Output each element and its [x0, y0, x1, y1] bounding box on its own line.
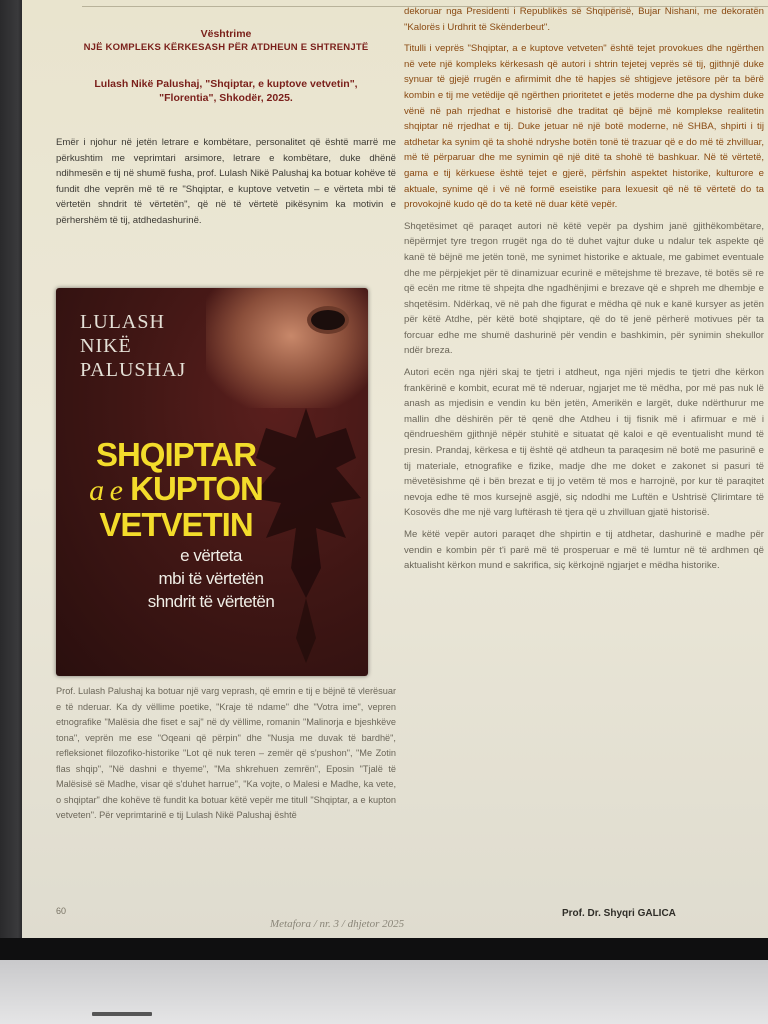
book-cover-image: [56, 288, 368, 676]
cover-title-line2: [66, 472, 286, 508]
left-column: [56, 4, 396, 235]
book-reference-line1: Lulash Nikë Palushaj, "Shqiptar, e kuptove vetvetin",: [94, 78, 358, 90]
next-page-text-peek: [92, 1012, 152, 1016]
screen-bezel: [0, 938, 768, 960]
cover-subtitle-line1: e vërteta: [180, 546, 242, 565]
cover-title-ae: a e: [89, 474, 122, 507]
right-paragraph-5: Me këtë vepër autori paraqet dhe shpirtin e tij atdhetar, dashurinë e madhe për vendin e kombin për t'i parë më të prosperuar e më të lumtur në të ardhmen që aktualisht kërkon mund e sakrifica, siç kërkojnë ngjarjet e mëdha historike.: [404, 529, 764, 572]
intro-paragraph: Emër i njohur në jetën letrare e kombëtare, personalitet që është marrë me përkushtim me veprimtari arsimore, letrare e kombëtare, duke dhënë ndihmesën e tij në shumë fusha, prof. Lulash Nikë Palushaj ka botuar kohëve të fundit dhe veprën më të re "Shqiptar, e kuptove vetvetin – e vërteta mbi të vërtetën shndrit të vërtetën", që në të vërtetë pikësynim ka motivin e përhershëm të tij, atdhedashurinë.: [56, 137, 396, 226]
right-paragraph-2: Titulli i veprës "Shqiptar, a e kuptove vetveten" është tejet provokues dhe ngërthen në vete një kompleks kërkesash që autori i shtrin tejetej veprës së tij, gjithnjë duke synuar të gjejë rrugën e afirmimit dhe të hapjes së shtigjeve jetësore për ta bërë kombin e tij me vetëdije që ngërthen prioritetet e jetës moderne dhe pa dyshim duke vënë në pah rrjedhat e historisë dhe traditat që bëjnë më komplekse realitetin shqiptar në rrjedhat e tij. Duke jetuar në një botë moderne, në SHBA, shpirti i tij atdhetar ka synim që ta shohë ndryshe botën tonë të trazuar që e do më të zhvilluar, më të përparuar dhe me synimin që një ditë ta shohë të bashkuar. Në të vërtetë, gama e tij kërkuese është tejet e gjerë, përfshin aspektet historike, kulturore e aktuale, synime që i vë në formë eseistike para lexuesit që në të vërtetë do ta provokojnë kudo që do ta ketë në duar këtë vepër.: [404, 43, 764, 211]
right-paragraph-1: dekoruar nga Presidenti i Republikës së Shqipërisë, Bujar Nishani, me dekoratën "Kalorës i Urdhrit të Skënderbeut".: [404, 6, 764, 33]
cover-subtitle-line2: mbi të vërtetën: [158, 569, 264, 588]
cover-subtitle: [116, 544, 306, 613]
right-paragraph-4: Autori ecën nga njëri skaj te tjetri i atdheut, nga njëri mjedis te tjetri dhe kërkon frankërinë e kombit, ecurat më të nderuar, ngjarjet me të mëdha, por më pas nuk lë anash as mjedisin e vendin ku bën jetën, Amerikën e largët, duke ndërthurur me mallin dhe dëshirën për të qenë dhe Atdheu i tij fisnik më i afirmuar e më i qëndrueshëm gjithnjë nëpër stuhitë e situatat që kaloi e që eventualisht mund të presin. Prandaj, kërkesa e tij është që atdheun ta paraqesim në botë me pasurinë e tij materiale, etnografike e fizike, madje dhe me doket e zakonet si pasuri të mëvetësishme që i bën brezat e tij jo vetëm të mos e harrojnë, por kur të paraqitet nevoja edhe të mos kursejnë asgjë, siç ndodhi me Luftën e Ushtrisë Çlirimtare të Kosovës dhe me një varg luftërash të tjera që u zhvilluan gjatë historisë.: [404, 367, 764, 519]
right-column: [404, 4, 764, 580]
cover-author-line2: NIKË: [80, 335, 132, 357]
cover-face: [206, 288, 368, 408]
cover-title-line3: VETVETIN: [99, 506, 253, 543]
publication-footer: Metafora / nr. 3 / dhjetor 2025: [270, 918, 405, 930]
section-kicker: Vështrime: [200, 28, 252, 40]
author-signature: Prof. Dr. Shyqri GALICA: [562, 908, 676, 919]
next-page-edge: [0, 960, 768, 1024]
page-number: 60: [56, 906, 67, 916]
article-title: NJË KOMPLEKS KËRKESASH PËR ATDHEUN E SHTRENJTË: [83, 42, 369, 53]
cover-author: [80, 310, 186, 382]
bibliography-paragraph: Prof. Lulash Palushaj ka botuar një varg veprash, që emrin e tij e bëjnë të vlerësuar e të nderuar. Ka dy vëllime poetike, "Kraje të ndame" dhe "Votra ime", vepren etnografike "Malësia dhe fiset e saj" në dy vëllime, romanin "Malinorja e bjeshkëve tona", veprën me ese "Oqeani që përpin" dhe "Nusja me duvak të bardhë", refleksionet filozofiko-historike "Lot që nuk teren – zemër që s'pushon", "Me Zotin flas shqip", "Në dashni e thyeme", "Ma shkrehuen zemrën", Eposin "Tjalë të Malësisë së Madhe, visar që s'duhet harrue", "Ka vojte, o Malesi e Madhe, ka vete, o shqiptar" dhe kohëve të fundit ka botuar këtë vepër me titull "Shqiptar, a e kupton vetveten". Për veprimtarinë e tij Lulash Nikë Palushaj është: [56, 686, 396, 820]
book-reference: [56, 77, 396, 105]
cover-title-line1: SHQIPTAR: [95, 436, 257, 473]
cover-subtitle-line3: shndrit të vërtetën: [147, 592, 275, 611]
cover-author-line1: LULASH: [80, 311, 165, 333]
right-paragraph-3: Shqetësimet që paraqet autori në këtë vepër pa dyshim janë gjithëkombëtare, nëpërmjet tyre tregon rrugët nga do të duhet vajtur duke u ndalur tek aspekte që kanë të bëjnë me jetën tonë, me synimet historike e aktuale, me gabimet eventuale dhe me përpjekjet për të dinamizuar ecurinë e mëtejshme të brezave, të botës së re që ecën me ritme të shpejta dhe ngadhënjimi e brezave që e shpreh me dhembje e shqetësim. Ndërkaq, vë në pah dhe figurat e mëdha që nuk e kanë kursyer as jetën për këtë Atdhe, për këtë botë shqiptare, që do të jenë përherë motivues për ta forcuar edhe me shumë dashurinë për vendin e bashkimin, për synimin shekullor ndër breza.: [404, 220, 764, 357]
magazine-page: [22, 0, 768, 938]
cover-eye: [311, 310, 345, 330]
cover-title: [66, 438, 286, 542]
left-lower-text: [56, 684, 396, 830]
cover-title-kupton: KUPTON: [130, 470, 263, 507]
book-reference-line2: "Florentia", Shkodër, 2025.: [159, 92, 293, 104]
cover-author-line3: PALUSHAJ: [80, 359, 187, 381]
